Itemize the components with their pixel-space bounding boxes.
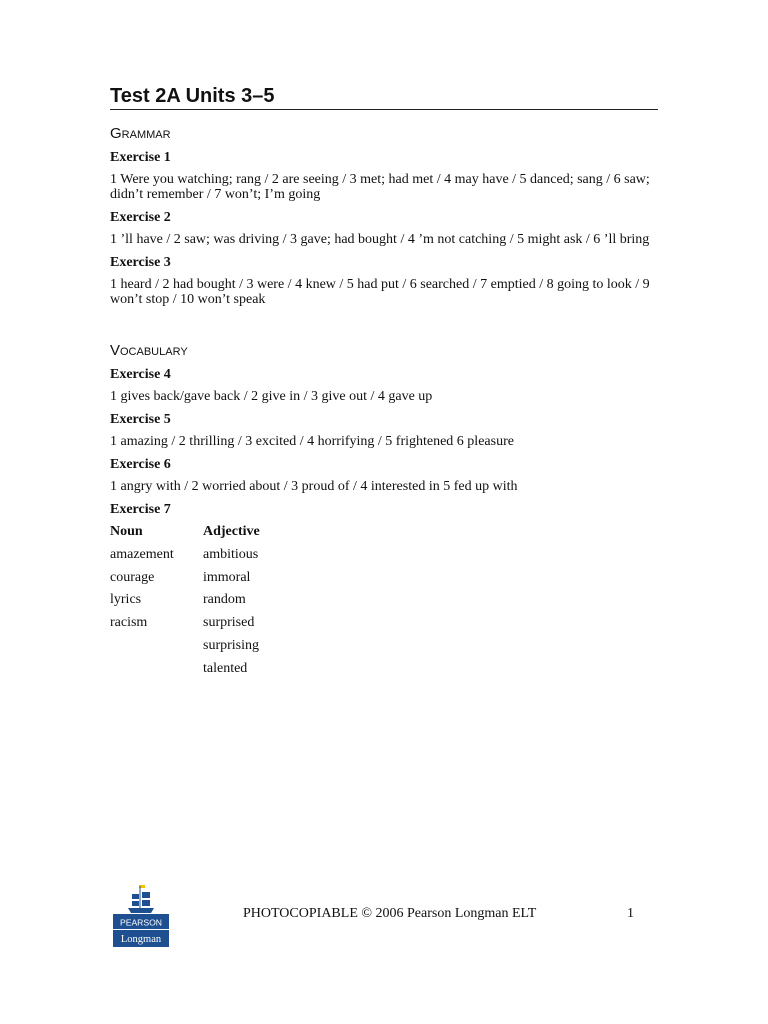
exercise-title: Exercise 3 [110,255,171,270]
exercise-answers: 1 angry with / 2 worried about / 3 proud of / 4 interested in 5 fed up with [110,479,518,494]
pearson-longman-logo [113,884,169,948]
noun-cell: lyrics [110,592,142,608]
noun-adjective-table [110,524,658,684]
exercise-title: Exercise 4 [110,367,171,382]
column-header-adjective: Adjective [203,524,260,539]
exercise-title: Exercise 1 [110,150,171,165]
adjective-cell: immoral [203,569,251,585]
exercise-answers: 1 gives back/gave back / 2 give in / 3 give out / 4 gave up [110,389,433,404]
copyright-notice: PHOTOCOPIABLE © 2006 Pearson Longman ELT [243,906,537,921]
exercise-1 [110,150,658,202]
exercise-answers: 1 ’ll have / 2 saw; was driving / 3 gave; had bought / 4 ’m not catching / 5 might ask / 6 ’ll bring [110,232,650,247]
exercise-5 [110,412,658,449]
exercise-7 [110,502,658,684]
page-title: Test 2A Units 3–5 [110,84,658,110]
noun-cell: courage [110,569,155,585]
logo-pearson-text: PEARSON [119,917,163,928]
ship-icon [128,885,154,913]
exercise-title: Exercise 5 [110,412,171,427]
noun-cell [110,661,203,684]
exercise-title: Exercise 7 [110,502,171,517]
column-header-noun: Noun [110,524,143,539]
adjective-cell: ambitious [203,546,259,562]
page-footer [110,884,658,948]
exercise-answers: 1 Were you watching; rang / 2 are seeing / 3 met; had met / 4 may have / 5 danced; sang / 6 saw; didn’t remember / 7 won’t; I’m going [110,172,650,202]
logo-longman-text: Longman [120,934,162,945]
noun-cell: amazement [110,546,174,562]
noun-cell [110,638,203,661]
exercise-title: Exercise 2 [110,210,171,225]
adjective-cell: random [203,592,246,608]
adjective-cell: surprised [203,615,255,631]
adjective-cell: surprising [203,637,259,653]
grammar-heading: Grammar [110,125,171,142]
exercise-3 [110,255,658,307]
exercise-4 [110,367,658,404]
noun-cell: racism [110,615,148,631]
document-page [110,84,658,684]
exercise-answers: 1 amazing / 2 thrilling / 3 excited / 4 horrifying / 5 frightened 6 pleasure [110,434,514,449]
adjective-cell: talented [203,660,248,676]
exercise-6 [110,457,658,494]
exercise-2 [110,210,658,247]
vocabulary-heading: Vocabulary [110,342,188,359]
exercise-title: Exercise 6 [110,457,171,472]
page-number: 1 [627,906,634,921]
exercise-answers: 1 heard / 2 had bought / 3 were / 4 knew / 5 had put / 6 searched / 7 emptied / 8 going to look / 9 won’t stop / 10 won’t speak [110,277,650,307]
